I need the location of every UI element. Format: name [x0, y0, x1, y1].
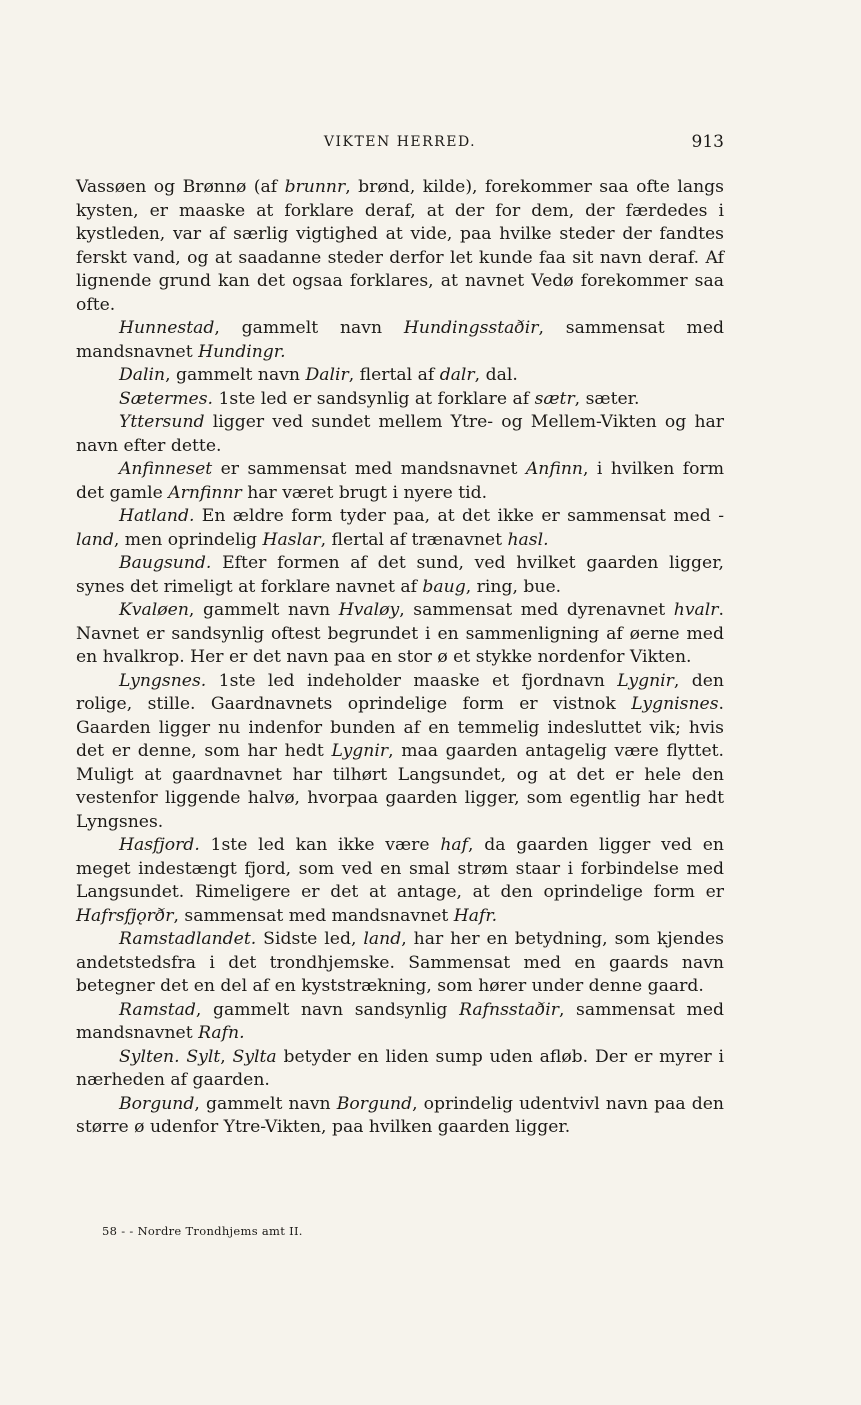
italic-term: Hatland.	[119, 506, 195, 526]
italic-term: Ramstadlandet.	[119, 929, 257, 949]
italic-term: Dalir	[305, 365, 349, 385]
paragraph	[76, 1093, 724, 1140]
text-run: , da gaarden ligger ved en meget indestængt fjord, som ved en smal strøm staar i forbindelse med Langsundet. Rimeligere er det at antage, at den oprindelige form er	[76, 835, 724, 902]
italic-term: -land	[76, 506, 724, 550]
text-run: , gammelt navn	[214, 318, 404, 338]
paragraph	[76, 599, 724, 670]
text-run: 1ste led indeholder maaske et fjordnavn	[206, 670, 618, 691]
text-run: 1ste led er sandsynlig at forklare af	[212, 388, 535, 409]
italic-term: Hafrsfjǫrðr	[76, 905, 174, 926]
page-number: 913	[691, 132, 724, 152]
paragraph	[76, 176, 724, 317]
italic-term: Borgund	[119, 1093, 195, 1114]
text-run: , gammelt navn	[188, 600, 339, 620]
italic-term: Haslar	[262, 529, 321, 550]
signature-number: 58	[102, 1224, 118, 1238]
text-run: En ældre form tyder paa, at det ikke er sammensat med	[194, 506, 719, 526]
paragraph	[76, 670, 724, 835]
text-run: betyder en liden sump uden afløb. Der er myrer i nærheden af gaarden.	[76, 1046, 724, 1090]
paragraph	[76, 1046, 724, 1093]
text-run: , sæter.	[574, 388, 640, 409]
text-run: , flertal af	[348, 365, 440, 385]
italic-term: Borgund	[336, 1093, 413, 1114]
text-run: , gammelt navn	[194, 1093, 337, 1114]
italic-term: Anfinn	[525, 459, 583, 479]
running-title: VIKTEN HERRED.	[323, 134, 477, 150]
italic-term: land	[363, 929, 402, 949]
body-text	[76, 176, 724, 1140]
text-run: , oprindelig udentvivl navn paa den større ø udenfor Ytre-Vikten, paa hvilken gaarden ligger.	[76, 1093, 724, 1137]
text-run: . Navnet er sandsynlig oftest begrundet i en sammenligning af øerne med en hvalkrop. Her er det navn paa en stor ø et stykke nordenfor Vikten.	[76, 600, 724, 667]
italic-term: Lygnir	[331, 741, 389, 761]
text-run: ,	[220, 1046, 233, 1067]
italic-term: Sylt	[186, 1046, 221, 1067]
text-run: er sammensat med mandsnavnet	[212, 459, 526, 479]
italic-term: Rafnsstaðir	[459, 999, 559, 1020]
paragraph	[76, 458, 724, 505]
italic-term: Kvaløen	[119, 600, 189, 620]
italic-term: Lyngsnes.	[119, 670, 207, 691]
text-run: , den rolige, stille. Gaardnavnets oprindelige form er vistnok	[76, 670, 724, 714]
text-run: , dal.	[474, 365, 518, 385]
text-run: , flertal af trænavnet	[320, 529, 508, 550]
text-run: , men oprindelig	[113, 529, 263, 550]
italic-term: Dalin	[119, 365, 166, 385]
text-run: , sammensat med mandsnavnet	[76, 999, 724, 1043]
italic-term: Sylten.	[119, 1046, 180, 1067]
text-run: 1ste led kan ikke være	[199, 835, 441, 855]
italic-term: dalr	[439, 365, 475, 385]
paragraph	[76, 552, 724, 599]
text-run: . Gaarden ligger nu indenfor bunden af en temmelig indesluttet vik; hvis det er denne, som har hedt	[76, 694, 724, 761]
text-run: , sammensat med mandsnavnet	[76, 318, 724, 362]
italic-term: Ramstad	[119, 999, 196, 1020]
text-run: Efter formen af det sund, ved hvilket gaarden ligger, synes det rimeligt at forklare navnet af	[76, 553, 724, 597]
paragraph	[76, 411, 724, 458]
italic-term: Sætermes.	[119, 388, 213, 409]
text-run: , sammensat med mandsnavnet	[173, 905, 454, 926]
text-run: , sammensat med dyrenavnet	[399, 600, 674, 620]
text-run: , gammelt navn	[165, 365, 306, 385]
italic-term: Hafr.	[453, 905, 498, 926]
text-run: , i hvilken form det gamle	[76, 459, 724, 503]
italic-term: Hundingr.	[198, 341, 286, 362]
paragraph	[76, 364, 724, 388]
text-run: ligger ved sundet mellem Ytre- og Mellem-Vikten og har navn efter dette.	[76, 412, 724, 456]
paragraph	[76, 834, 724, 928]
italic-term: Hunnestad	[119, 318, 215, 338]
italic-term: hvalr	[673, 600, 719, 620]
paragraph	[76, 388, 724, 412]
italic-term: Lygnisnes	[631, 694, 719, 714]
text-run: har været brugt i nyere tid.	[241, 482, 488, 503]
italic-term: Hvaløy	[338, 600, 400, 620]
italic-term: Anfinneset	[119, 459, 213, 479]
footer-signature	[102, 1224, 303, 1238]
paragraph	[76, 317, 724, 364]
paragraph	[76, 928, 724, 999]
paragraph	[76, 999, 724, 1046]
italic-term: Lygnir	[617, 670, 674, 691]
italic-term: hasl.	[507, 529, 549, 550]
italic-term: Rafn.	[198, 1023, 245, 1043]
italic-term: Yttersund	[119, 412, 205, 432]
text-run: , ring, bue.	[465, 576, 562, 597]
italic-term: haf	[440, 835, 469, 855]
italic-term: sætr	[534, 388, 575, 409]
signature-text: Nordre Trondhjems amt II.	[137, 1224, 303, 1238]
italic-term: Arnfinnr	[168, 482, 242, 503]
italic-term: brunnr	[284, 177, 346, 197]
italic-term: Hundingsstaðir	[403, 318, 539, 338]
signature-separator: - -	[121, 1224, 134, 1238]
italic-term: Hasfjord.	[119, 835, 200, 855]
text-run: , brønd, kilde), forekommer saa ofte langs kysten, er maaske at forklare deraf, at der for dem, der færdedes i kystleden, var af særlig vigtighed at vide, paa hvilke steder der fandtes ferskt vand, og at saadanne steder derfor let kunde faa sit navn deraf. Af lignende grund kan det ogsaa forklares, at navnet Vedø forekommer saa ofte.	[76, 177, 724, 315]
text-run: Vassøen og Brønnø (af	[76, 177, 285, 197]
italic-term: Baugsund.	[119, 553, 212, 573]
italic-term: baug	[422, 576, 466, 597]
text-run: , gammelt navn sandsynlig	[195, 999, 460, 1020]
paragraph	[76, 505, 724, 552]
text-run: , har her en betydning, som kjendes andetstedsfra i det trondhjemske. Sammensat med en gaards navn betegner det en del af en kyststrækning, som hører under denne gaard.	[76, 929, 724, 996]
italic-term: Sylta	[232, 1046, 277, 1067]
text-run: , maa gaarden antagelig være flyttet. Muligt at gaardnavnet har tilhørt Langsundet, og at det er hele den vestenfor liggende halvø, hvorpaa gaarden ligger, som egentlig har hedt Lyngsnes.	[76, 741, 724, 832]
text-run: Sidste led,	[256, 929, 364, 949]
